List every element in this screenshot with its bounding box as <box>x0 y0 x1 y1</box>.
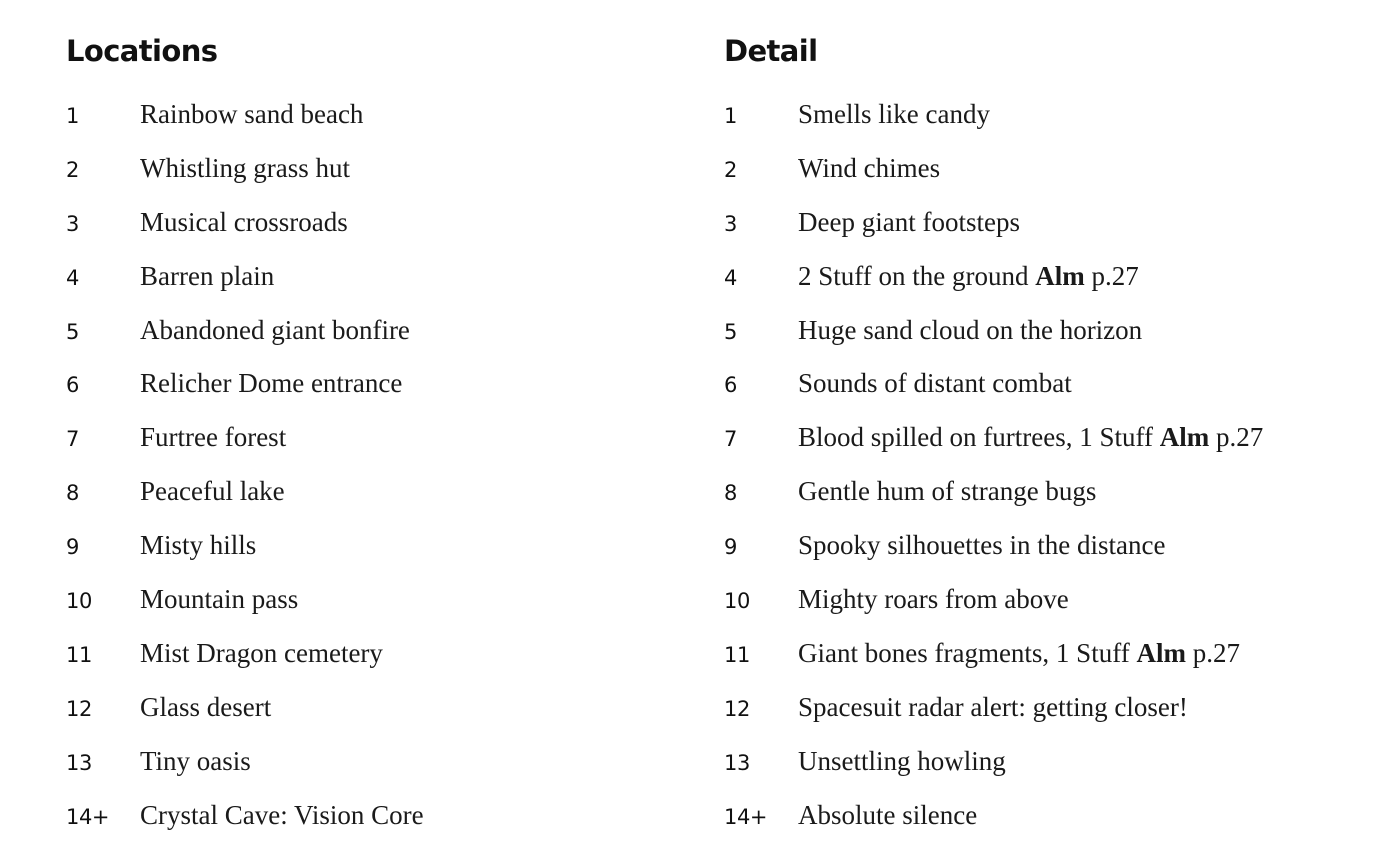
detail-text <box>798 519 1165 573</box>
detail-text-main: Huge sand cloud on the horizon <box>798 314 1143 345</box>
detail-row <box>724 465 1394 519</box>
book-ref-page: p.27 <box>1192 637 1240 668</box>
location-row <box>66 88 666 142</box>
detail-heading: Detail <box>724 34 818 68</box>
location-text: Mist Dragon cemetery <box>140 637 383 668</box>
row-number: 13 <box>724 750 750 775</box>
location-row <box>66 519 666 573</box>
location-text: Glass desert <box>140 691 272 722</box>
row-number: 1 <box>724 104 737 128</box>
row-number: 5 <box>66 319 79 344</box>
location-row <box>66 789 666 843</box>
detail-text <box>798 681 1188 735</box>
location-text: Mountain pass <box>140 584 299 615</box>
location-text: Tiny oasis <box>140 745 251 776</box>
detail-text-main: Spooky silhouettes in the distance <box>798 530 1166 561</box>
row-number: 14+ <box>66 804 110 829</box>
location-row <box>66 465 666 519</box>
row-number: 11 <box>66 642 92 667</box>
detail-text <box>798 465 1096 519</box>
location-row <box>66 411 666 465</box>
location-row <box>66 250 666 304</box>
detail-text <box>798 357 1072 411</box>
location-text: Relicher Dome entrance <box>140 368 403 399</box>
detail-text <box>798 88 990 142</box>
detail-row <box>724 681 1394 735</box>
locations-list <box>66 88 666 842</box>
detail-row <box>724 88 1394 142</box>
detail-text <box>798 142 940 196</box>
detail-text <box>798 627 1240 681</box>
row-number: 13 <box>66 750 92 775</box>
locations-heading: Locations <box>66 34 218 68</box>
row-number: 10 <box>724 589 750 614</box>
detail-text <box>798 250 1139 304</box>
detail-text <box>798 573 1069 627</box>
detail-text <box>798 735 1006 789</box>
detail-row <box>724 250 1394 304</box>
detail-row <box>724 627 1394 681</box>
row-number: 12 <box>66 696 92 721</box>
row-number: 3 <box>66 211 79 236</box>
location-row <box>66 735 666 789</box>
location-row <box>66 573 666 627</box>
detail-list <box>724 88 1394 842</box>
row-number: 7 <box>724 427 737 452</box>
row-number: 1 <box>66 104 79 128</box>
row-number: 14+ <box>724 804 768 829</box>
detail-text-main: Unsettling howling <box>798 745 1006 776</box>
row-number: 12 <box>724 696 750 721</box>
location-text: Peaceful lake <box>140 476 285 507</box>
book-ref-page: p.27 <box>1215 422 1264 453</box>
row-number: 3 <box>724 211 737 236</box>
detail-text-main: Wind chimes <box>798 152 941 183</box>
location-text: Rainbow sand beach <box>140 99 364 129</box>
detail-text-main: 2 Stuff on the ground <box>798 260 1029 291</box>
location-row <box>66 304 666 358</box>
row-number: 2 <box>724 157 737 182</box>
detail-row <box>724 142 1394 196</box>
detail-row <box>724 411 1394 465</box>
location-text: Barren plain <box>140 260 275 291</box>
row-number: 9 <box>724 535 737 560</box>
detail-text <box>798 304 1142 358</box>
book-ref-page: p.27 <box>1091 260 1139 291</box>
detail-text-main: Deep giant footsteps <box>798 206 1020 237</box>
location-row <box>66 142 666 196</box>
book-ref-bold: Alm <box>1159 422 1210 453</box>
book-ref-bold: Alm <box>1035 260 1085 291</box>
row-number: 2 <box>66 157 79 182</box>
location-text: Furtree forest <box>140 422 287 453</box>
detail-row <box>724 304 1394 358</box>
location-text: Abandoned giant bonfire <box>140 314 410 345</box>
location-row <box>66 627 666 681</box>
location-text: Crystal Cave: Vision Core <box>140 799 424 830</box>
detail-text-main: Mighty roars from above <box>798 584 1069 615</box>
row-number: 5 <box>724 319 737 344</box>
book-ref-bold: Alm <box>1136 637 1186 668</box>
row-number: 7 <box>66 427 79 452</box>
detail-row <box>724 519 1394 573</box>
location-row <box>66 357 666 411</box>
location-text: Musical crossroads <box>140 206 348 237</box>
locations-column <box>66 26 666 842</box>
row-number: 10 <box>66 589 92 614</box>
detail-text-main: Blood spilled on furtrees, 1 Stuff <box>798 422 1153 453</box>
detail-text-main: Spacesuit radar alert: getting closer! <box>798 691 1188 722</box>
detail-text <box>798 411 1263 465</box>
location-text: Whistling grass hut <box>140 152 350 183</box>
detail-text <box>798 196 1020 250</box>
row-number: 6 <box>66 373 79 398</box>
row-number: 4 <box>66 265 79 290</box>
row-number: 4 <box>724 265 737 290</box>
location-text: Misty hills <box>140 530 257 561</box>
detail-text-main: Giant bones fragments, 1 Stuff <box>798 637 1130 668</box>
row-number: 6 <box>724 373 737 398</box>
detail-row <box>724 789 1394 843</box>
detail-row <box>724 357 1394 411</box>
row-number: 8 <box>724 481 737 506</box>
detail-row <box>724 735 1394 789</box>
detail-row <box>724 196 1394 250</box>
row-number: 9 <box>66 535 79 560</box>
detail-text-main: Gentle hum of strange bugs <box>798 476 1097 507</box>
location-row <box>66 196 666 250</box>
row-number: 11 <box>724 642 750 667</box>
detail-text-main: Absolute silence <box>798 799 978 830</box>
detail-text-main: Sounds of distant combat <box>798 368 1072 399</box>
row-number: 8 <box>66 481 79 506</box>
detail-text-main: Smells like candy <box>798 99 990 129</box>
location-row <box>66 681 666 735</box>
detail-column <box>724 26 1394 842</box>
detail-row <box>724 573 1394 627</box>
detail-text <box>798 789 977 843</box>
